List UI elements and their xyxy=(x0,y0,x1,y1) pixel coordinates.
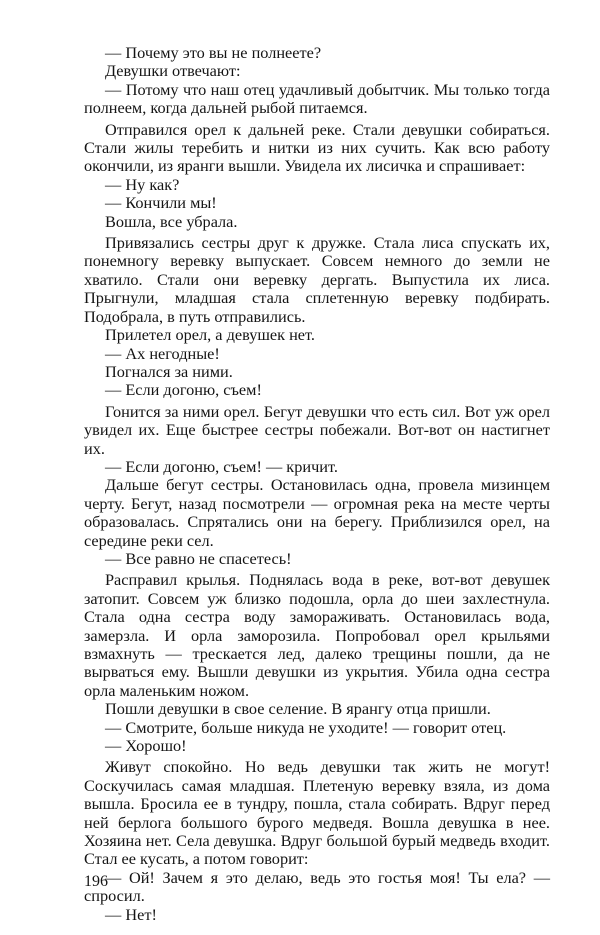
paragraph: — Если догоню, съем! — кричит. xyxy=(105,456,338,476)
paragraph: — Почему это вы не полнеете? xyxy=(105,43,322,62)
page-number: 196 xyxy=(84,873,108,890)
paragraph: — Хорошо! xyxy=(105,736,187,756)
paragraph: Живут спокойно. Но ведь девушки так жить не могут! Соскучилась самая младшая. Плетеную веревку взяла, из дома вышла. Бросила ее в тундру, пошла, стала собирать. Вдруг перед ней берлога большого бурого медведя. Вошла девушка в нее. Хозяина нет. Села девушка. Вдруг большой бурый медведь входит. Стал ее кусать, а потом говорит: xyxy=(84,757,550,869)
paragraph: Пошли девушки в свое селение. В ярангу отца пришли. xyxy=(105,699,491,719)
story-text xyxy=(84,44,550,924)
paragraph: Вошла, все убрала. xyxy=(105,211,238,231)
paragraph: — Потому что наш отец удачливый добытчик. Мы только тогда полнеем, когда дальней рыбой питаемся. xyxy=(84,79,550,118)
paragraph: — Если догоню, съем! xyxy=(105,380,262,400)
paragraph: Отправился орел к дальней реке. Стали девушки собираться. Стали жилы теребить и нитки из них сучить. Как всю работу окончили, из яранги вышли. Увидела их лисичка и спрашивает: xyxy=(84,119,550,176)
paragraph: — Ну как? xyxy=(105,174,180,194)
paragraph: Погнался за ними. xyxy=(105,361,233,381)
paragraph: — Все равно не спасетесь! xyxy=(105,548,292,568)
paragraph: — Ах негодные! xyxy=(105,343,220,363)
paragraph: Привязались сестры друг к дружке. Стала лиса спускать их, понемногу веревку выпускает. Совсем немного до земли не хватило. Стали они веревку дергать. Выпустила их лиса. Прыгнули, младшая стала сплетенную веревку подбирать. Подобрала, в путь отправились. xyxy=(84,233,550,326)
paragraph: — Кончили мы! xyxy=(105,193,217,213)
paragraph: Прилетел орел, а девушек нет. xyxy=(105,325,315,345)
paragraph: — Смотрите, больше никуда не уходите! — говорит отец. xyxy=(105,717,507,737)
paragraph: Девушки отвечают: xyxy=(105,61,241,81)
paragraph: Дальше бегут сестры. Остановилась одна, провела мизинцем черту. Бегут, назад посмотрели — огромная река на месте черты образовалась. Спрятались они на берегу. Приблизился орел, на середине реки сел. xyxy=(84,475,550,550)
paragraph: — Ой! Зачем я это делаю, ведь это гостья моя! Ты ела? — спросил. xyxy=(84,867,550,906)
paragraph: Расправил крылья. Поднялась вода в реке, вот-вот девушек затопит. Совсем уж близко подошла, орла до шеи захлестнула. Стала одна сестра воду замораживать. Остановилась вода, замерзла. И орла заморозила. Попробовал орел крыльями взмахнуть — трескается лед, далеко трещины пошли, да не вырваться ему. Вышли девушки из укрытия. Убила одна сестра орла маленьким ножом. xyxy=(84,570,550,700)
paragraph: — Нет! xyxy=(105,904,157,924)
paragraph: Гонится за ними орел. Бегут девушки что есть сил. Вот уж орел увидел их. Еще быстрее сестры побежали. Вот-вот он настигнет их. xyxy=(84,401,550,458)
